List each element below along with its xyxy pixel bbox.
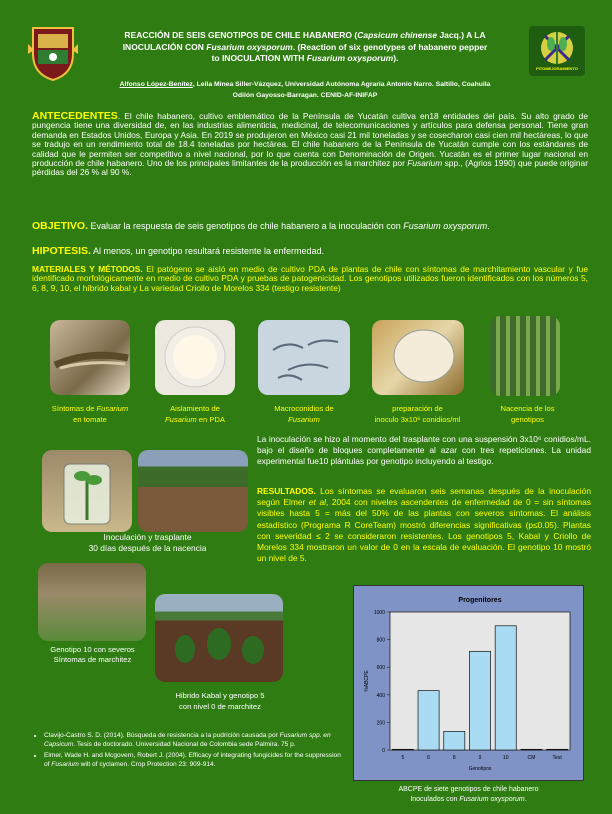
chart-caption	[353, 785, 584, 805]
macroconidia-image	[258, 320, 350, 395]
bar-9	[469, 651, 490, 750]
photo-inoculation-jar	[42, 450, 132, 532]
bar-5	[392, 749, 413, 750]
university-seal-logo	[28, 24, 78, 82]
caption-preparacion	[355, 403, 480, 425]
objetivo-section	[32, 221, 588, 231]
caption-hibrido	[150, 690, 290, 712]
caption-text: Inoculación y trasplante	[103, 532, 192, 542]
section-text: , 2004 con niveles ascendentes de enfermedad de 0 = sin síntomas visibles hasta 5 = más del 50% de las plantas con severos síntomas. El análisis estadístico (Programa R CoreTeam) mostró diferencias significativas (p≤0.05). Plantas con severidad ≤ 2 se consideraron resistentes. Los genotipos 5, Kabal y Criollo de Morelos 334 mostraron un valor de 0 en la escala de evaluación. El genotipo 10 mostró un nivel de 5.	[257, 497, 591, 564]
reference-item	[44, 751, 347, 769]
inoculacion-text: La inoculación se hizo al momento del trasplante con una suspensión 3x10⁶ conidios/mL. bajo el diseño de bloques completamente al azar con tres repeticiones. La unidad experimental fue10 plántulas por genotipo incluyendo al testigo.	[257, 434, 591, 467]
bar-CM	[521, 749, 542, 750]
bar-Test	[547, 749, 568, 750]
scientific-name: Fusarium	[96, 404, 129, 413]
caption-text: Nacencia de los	[500, 404, 555, 413]
caption-text: Genotipo 10 con severos	[50, 645, 135, 654]
chart-title: Progenitores	[458, 597, 502, 604]
reference-item	[44, 731, 347, 749]
x-tick-label: 10	[502, 755, 509, 761]
title-scientific-name: Fusarium oxysporum	[206, 41, 293, 52]
title-text: Jacq.) A LA	[437, 30, 486, 40]
bar-6	[418, 691, 439, 750]
scientific-name: Fusarium	[165, 415, 197, 424]
photo-macroconidia	[258, 320, 350, 395]
y-tick-label: 800	[376, 637, 385, 644]
caption-trasplante	[65, 532, 230, 553]
y-tick-label: 0	[382, 748, 385, 754]
main-author: Alfonso López-Benítez	[119, 81, 193, 88]
fitomejoramiento-logo	[529, 26, 585, 76]
section-heading: OBJETIVO.	[32, 220, 89, 232]
photo-fusarium-tomato	[50, 320, 130, 395]
antecedentes-section	[32, 112, 588, 178]
caption-text: Macroconidios de	[274, 404, 334, 413]
scientific-name: Fusarium	[407, 158, 443, 169]
x-tick-label: Test	[552, 755, 562, 761]
caption-text: .	[524, 796, 527, 803]
title-text: REACCIÓN DE SEIS GENOTIPOS DE CHILE HABANERO (	[124, 30, 358, 40]
abcpe-bar-chart	[354, 586, 585, 782]
bar-8	[444, 731, 465, 750]
inoculum-dish-image	[372, 320, 464, 395]
scientific-name: Fusarium oxysporum	[459, 796, 525, 803]
section-text: . El chile habanero, cultivo emblemático de la Península de Yucatán cultiva en18 entidades del país. Su alto grado de pungencia tiene una diversidad de, en las industrias alimenticia, medicinal, de telecomunicaciones y artículos para defensa personal. Tiene gran demanda en Estados Unidos, Europa y Asia. En 2019 se produjeron en México casi 21 mil toneladas y se cosecharon casi cien mil hectáreas, lo que se tradujo en un rendimiento total de 18.4 toneladas por hectárea. El chile habanero de la Península de Yucatán cumple con los estándares de calidad que le permiten ser competitivo a nivel nacional, por lo que cuenta con Denominación de Origen. Yucatán es el primer lugar nacional en producción de chile habanero. Uno de los principales limitantes de la producción es la marchitez por	[32, 111, 588, 169]
jar-image	[42, 450, 132, 532]
section-text: spp., (Agrios 1990) que puede originar pérdidas del 26 % al 90 %.	[32, 158, 588, 178]
x-tick-label: CM	[527, 755, 536, 761]
title-scientific-name: Fusarium oxysporum	[306, 53, 394, 63]
caption-text: Hibrido Kabal y genotipo 5	[175, 691, 265, 700]
authors-affiliation: , Leila Minea Siller-Vázquez, Universidad Autónoma Agraria Antonio Narro. Saltillo, Coahuila	[192, 81, 491, 88]
materiales-section	[32, 265, 588, 293]
reference-text: Clavijo-Castro S. D. (2014). Búsqueda de resistencia a la pudrición causada por	[44, 732, 280, 739]
y-tick-label: 600	[376, 665, 385, 672]
scientific-name: Fusarium	[51, 761, 79, 768]
y-axis-label: %ABCPE	[364, 670, 370, 692]
caption-genotipo10	[30, 645, 155, 665]
x-tick-label: 9	[478, 755, 482, 761]
caption-text: ABCPE de siete genotipos de chile habanero	[398, 786, 539, 793]
caption-text: inoculo 3x10⁶ conidios/ml	[374, 415, 461, 424]
y-tick-label: 400	[376, 692, 385, 699]
caption-macroconidios	[250, 403, 358, 425]
x-tick-label: 6	[427, 755, 430, 761]
title-scientific-name: Capsicum chinense	[357, 30, 438, 40]
petri-dish-image	[155, 320, 235, 395]
reference-text: Elmer, Wade H. and Mcgovern, Robert J. (2004). Efficacy of integrating fungicides for the suppression of	[44, 752, 341, 768]
section-text: El patógeno se aisló en medio de cultivo PDA de plantas de chile con síntomas de marchitamiento vascular y fue identificado morfológicamente en medio de cultivo PDA y pruebas de patogenicidad. Los genotipos utilizados fueron identificados con los números 5, 6, 8, 9, 10, el híbrido kabal y La variedad Criollo de Morelos 334 (testigo resistente)	[32, 264, 588, 293]
section-heading: ANTECEDENTES	[32, 110, 118, 122]
authors	[75, 80, 535, 101]
section-text: .	[487, 221, 490, 231]
logo-right-text: FITOMEJORAMIENTO	[536, 66, 578, 71]
resultados-section	[257, 486, 591, 564]
x-axis-label: Genotipos	[468, 766, 492, 772]
y-tick-label: 1000	[373, 610, 385, 616]
photo-pda-isolation	[155, 320, 235, 395]
caption-text: Aislamiento de	[170, 404, 220, 413]
title-text: to INOCULATION WITH	[211, 53, 307, 63]
scientific-name: Fusarium spp. en Capsicum	[44, 732, 331, 748]
references-list	[32, 731, 347, 771]
caption-text: en PDA	[196, 415, 225, 424]
section-text: Los síntomas se evaluaron seis semanas después de la inoculación según Elmer	[257, 486, 591, 508]
caption-text: con nivel 0 de marchitez	[179, 702, 261, 711]
title-text: INOCULACIÓN CON	[122, 41, 207, 52]
reference-text: . Tesis de doctorado. Universidad Nacional de Colombia sede Palmira. 75 p.	[73, 741, 296, 748]
scientific-name: Fusarium	[288, 415, 320, 424]
abcpe-chart-frame	[353, 585, 584, 781]
x-tick-label: 5	[401, 755, 405, 761]
caption-text: 30 días después de la nacencia	[88, 542, 207, 553]
et-al: et al	[308, 497, 326, 508]
title-text: ).	[393, 53, 399, 63]
section-text: Al menos, un genotipo resultará resistente la enfermedad.	[90, 246, 325, 256]
tomato-stem-image	[50, 320, 130, 395]
reference-text: wilt of cyclamen. Crop Protection 23: 909-914.	[78, 761, 216, 768]
caption-aislamiento	[140, 403, 250, 425]
title-text: . (Reaction of six genotypes of habanero pepper	[292, 41, 488, 52]
photo-inoculum-preparation	[372, 320, 464, 395]
caption-text: preparación de	[392, 404, 443, 413]
photo-transplant	[138, 450, 248, 532]
photo-seedling-emergence	[490, 316, 560, 396]
photo-kabal-genotype5	[155, 594, 283, 682]
caption-nacencia	[480, 403, 575, 425]
x-tick-label: 8	[452, 755, 456, 761]
hipotesis-section	[32, 247, 588, 256]
poster-title	[95, 30, 515, 65]
section-heading: HIPOTESIS.	[32, 245, 91, 257]
caption-text: Síntomas de marchitez	[53, 655, 132, 664]
caption-text: Inoculados con	[410, 796, 460, 803]
section-heading: RESULTADOS.	[257, 486, 316, 496]
authors-line2: Odilón Gayosso-Barragan. CENID-AF-INIFAP	[232, 91, 378, 99]
photo-genotype10	[38, 563, 146, 641]
bar-10	[495, 626, 516, 750]
section-heading: MATERIALES Y MÉTODOS.	[32, 264, 143, 274]
field-plants-image	[155, 594, 283, 682]
caption-text: Síntomas de	[51, 404, 97, 413]
caption-text: en tomate	[73, 415, 107, 424]
caption-text: genotipos	[511, 415, 544, 424]
section-text: Evaluar la respuesta de seis genotipos de chile habanero a la inoculación con	[88, 221, 404, 231]
scientific-name: Fusarium oxysporum	[403, 221, 488, 231]
caption-sintomas	[30, 403, 150, 425]
y-tick-label: 200	[376, 720, 385, 727]
